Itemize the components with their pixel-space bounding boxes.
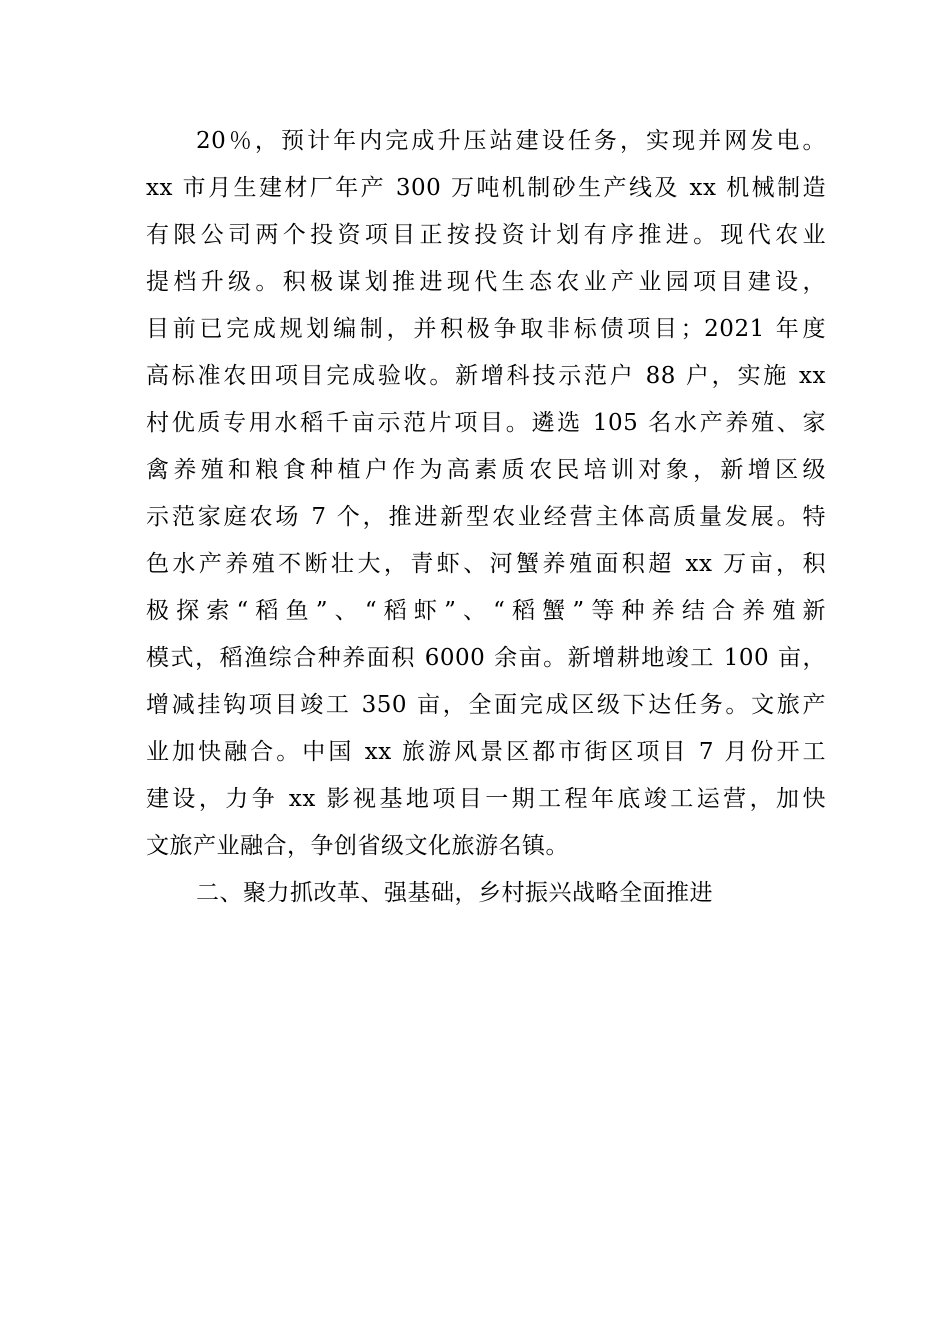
paragraph-line: xx 市月生建材厂年产 300 万吨机制砂生产线及 xx 机械制造 — [146, 175, 826, 201]
paragraph-line: 有限公司两个投资项目正按投资计划有序推进。现代农业 — [146, 222, 826, 248]
paragraph-line: 极探索“稻鱼”、“稻虾”、“稻蟹”等种养结合养殖新 — [146, 598, 826, 624]
paragraph-line: 文旅产业融合，争创省级文化旅游名镇。 — [146, 833, 569, 859]
paragraph-line: 模式，稻渔综合种养面积 6000 余亩。新增耕地竣工 100 亩， — [146, 645, 826, 671]
paragraph-line: 高标准农田项目完成验收。新增科技示范户 88 户，实施 xx — [146, 363, 826, 389]
paragraph-line: 目前已完成规划编制，并积极争取非标债项目；2021 年度 — [146, 316, 826, 342]
paragraph-line: 20％，预计年内完成升压站建设任务，实现并网发电。 — [196, 128, 826, 154]
paragraph-line: 村优质专用水稻千亩示范片项目。遴选 105 名水产养殖、家 — [146, 410, 826, 436]
section-heading: 二、聚力抓改革、强基础，乡村振兴战略全面推进 — [196, 880, 713, 906]
paragraph-line: 示范家庭农场 7 个，推进新型农业经营主体高质量发展。特 — [146, 504, 826, 530]
paragraph-line: 增减挂钩项目竣工 350 亩，全面完成区级下达任务。文旅产 — [146, 692, 826, 718]
paragraph-line: 禽养殖和粮食种植户作为高素质农民培训对象，新增区级 — [146, 457, 826, 483]
paragraph-line: 业加快融合。中国 xx 旅游风景区都市街区项目 7 月份开工 — [146, 739, 826, 765]
paragraph-line: 色水产养殖不断壮大，青虾、河蟹养殖面积超 xx 万亩，积 — [146, 551, 826, 577]
paragraph-line: 提档升级。积极谋划推进现代生态农业产业园项目建设， — [146, 269, 826, 295]
paragraph-line: 建设，力争 xx 影视基地项目一期工程年底竣工运营，加快 — [146, 786, 826, 812]
document-body — [146, 118, 826, 917]
